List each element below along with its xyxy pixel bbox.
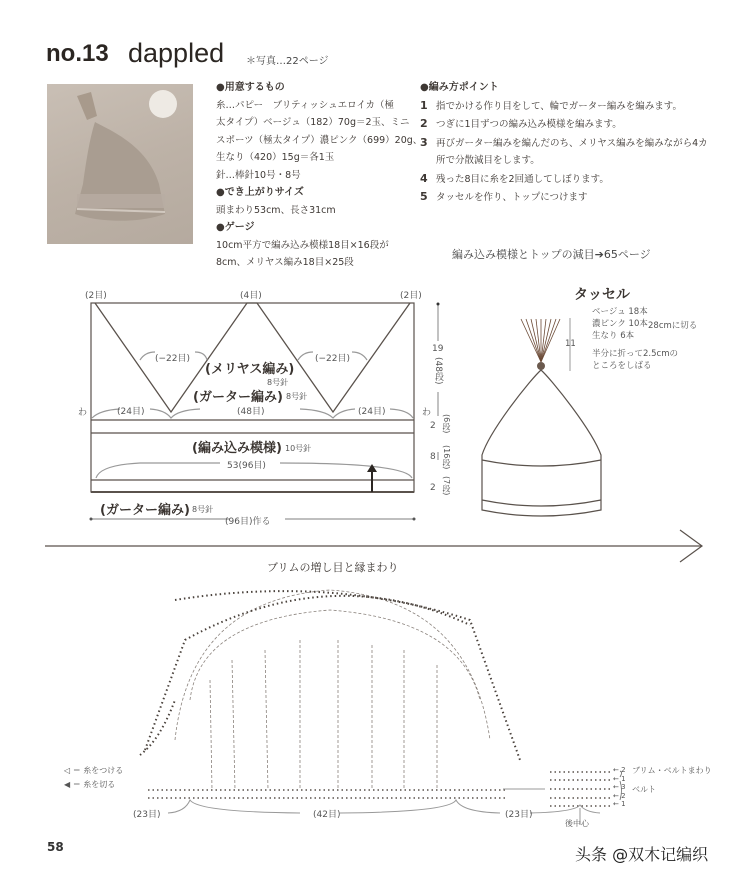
top-stitch-label: (4目) (240, 291, 262, 301)
back-center-label: 後中心 (565, 819, 589, 828)
width-label: 53(96目) (227, 461, 266, 471)
top-stitch-label: (2目) (85, 291, 107, 301)
tassel-color-list: ベージュ 18本 濃ピンク 10本 生なり 6本 (592, 307, 648, 341)
height-rows: (7段) (442, 476, 451, 496)
decrease-label: (−22目) (155, 354, 191, 364)
wa-label: わ (422, 408, 432, 418)
page-number: 58 (47, 840, 64, 854)
gauge-line: 8cm、メリヤス編み18目×25段 (216, 257, 354, 268)
legend-item: ◁ ＝ 糸をつける (64, 766, 124, 775)
step-item: 4 残った8目に糸を2回通してしぼります。 (420, 171, 609, 185)
photo-reference: ＊写真…22ページ (246, 56, 329, 67)
stitch-split: (48目) (237, 407, 265, 417)
decrease-label: (−22目) (315, 354, 351, 364)
join-yarn-icon: ◁ (64, 766, 71, 775)
step-item: 1 指でかける作り目をして、輪でガーター編みを編みます。 (420, 98, 683, 112)
watermark: 头条 @双木记编织 (575, 845, 709, 864)
stitch-count: (23目) (505, 810, 533, 820)
stockinette-label: (メリヤス編み) (205, 362, 295, 377)
cut-yarn-icon: ◀ (64, 780, 71, 789)
tassel-length: 11 (565, 339, 576, 349)
stitch-split: (24目) (117, 407, 145, 417)
stitch-count: (23目) (133, 810, 161, 820)
cast-on-label: (96目)作る (225, 517, 271, 527)
row-numbers: ← 2 ← 1 ← 3 ← 2 ← 1 (613, 766, 626, 809)
belt-label: ベルト (632, 785, 656, 794)
height-cm: 19 (432, 344, 444, 354)
materials-line: 糸…パピー ブリティッシュエロイカ（極 (216, 99, 395, 111)
height-rows: (16段) (442, 445, 451, 470)
step-item-cont: 所で分散減目をします。 (436, 155, 540, 166)
colorwork-reference: 編み込み模様とトップの減目➔65ページ (452, 248, 651, 261)
brim-belt-label: ブリム・ベルトまわり (632, 766, 712, 775)
step-item: 5 タッセルを作り、トップにつけます (420, 190, 588, 203)
points-heading: ●編み方ポイント (420, 82, 499, 93)
garter-top-label: (ガーター編み) (193, 390, 283, 405)
materials-line: 針…棒針10号・8号 (216, 169, 301, 181)
needle-size: 8号針 (267, 378, 289, 387)
materials-line: スポーツ（極太タイプ）濃ピンク（699）20g、 (216, 134, 423, 146)
brim-title: ブリムの増し目と縁まわり (267, 561, 399, 574)
height-cm: 8 (430, 452, 436, 462)
needle-size: 10号針 (285, 444, 312, 453)
materials-heading: ●用意するもの (216, 82, 285, 93)
tassel-note: 半分に折って2.5cmの (592, 349, 678, 359)
tassel-title: タッセル (574, 287, 630, 303)
tassel-cut-length: 28cmに切る (648, 321, 698, 331)
height-rows: (48段) (433, 357, 443, 385)
size-value: 頭まわり53cm、長さ31cm (216, 204, 336, 216)
height-cm: 2 (430, 421, 436, 431)
materials-line: 太タイプ）ベージュ（182）70g＝2玉、ミニ (216, 117, 410, 128)
top-stitch-label: (2目) (400, 291, 422, 301)
legend-item: ◀ ＝ 糸を切る (64, 780, 116, 789)
garter-bottom-label: (ガーター編み) (100, 503, 190, 518)
needle-size: 8号針 (192, 505, 214, 514)
pattern-name: dappled (128, 38, 225, 68)
colorwork-label: (編み込み模様) (192, 441, 282, 456)
height-rows: (6段) (442, 414, 451, 434)
step-item: 2 つぎに1目ずつの編み込み模様を編みます。 (420, 117, 622, 130)
wa-label: わ (78, 408, 88, 418)
size-heading: ●でき上がりサイズ (216, 187, 304, 198)
gauge-heading: ●ゲージ (216, 222, 255, 233)
materials-line: 生なり（420）15g＝各1玉 (216, 152, 335, 163)
pattern-number: no.13 (46, 40, 109, 67)
tassel-note: ところをしばる (592, 361, 652, 371)
stitch-count: (42目) (313, 810, 341, 820)
stitch-split: (24目) (358, 407, 386, 417)
needle-size: 8号針 (286, 392, 308, 401)
step-item: 3 再びガーター編みを編んだのち、メリヤス編みを編みながら4カ (420, 135, 708, 149)
height-cm: 2 (430, 483, 436, 493)
gauge-line: 10cm平方で編み込み模様18目×16段が (216, 239, 389, 251)
